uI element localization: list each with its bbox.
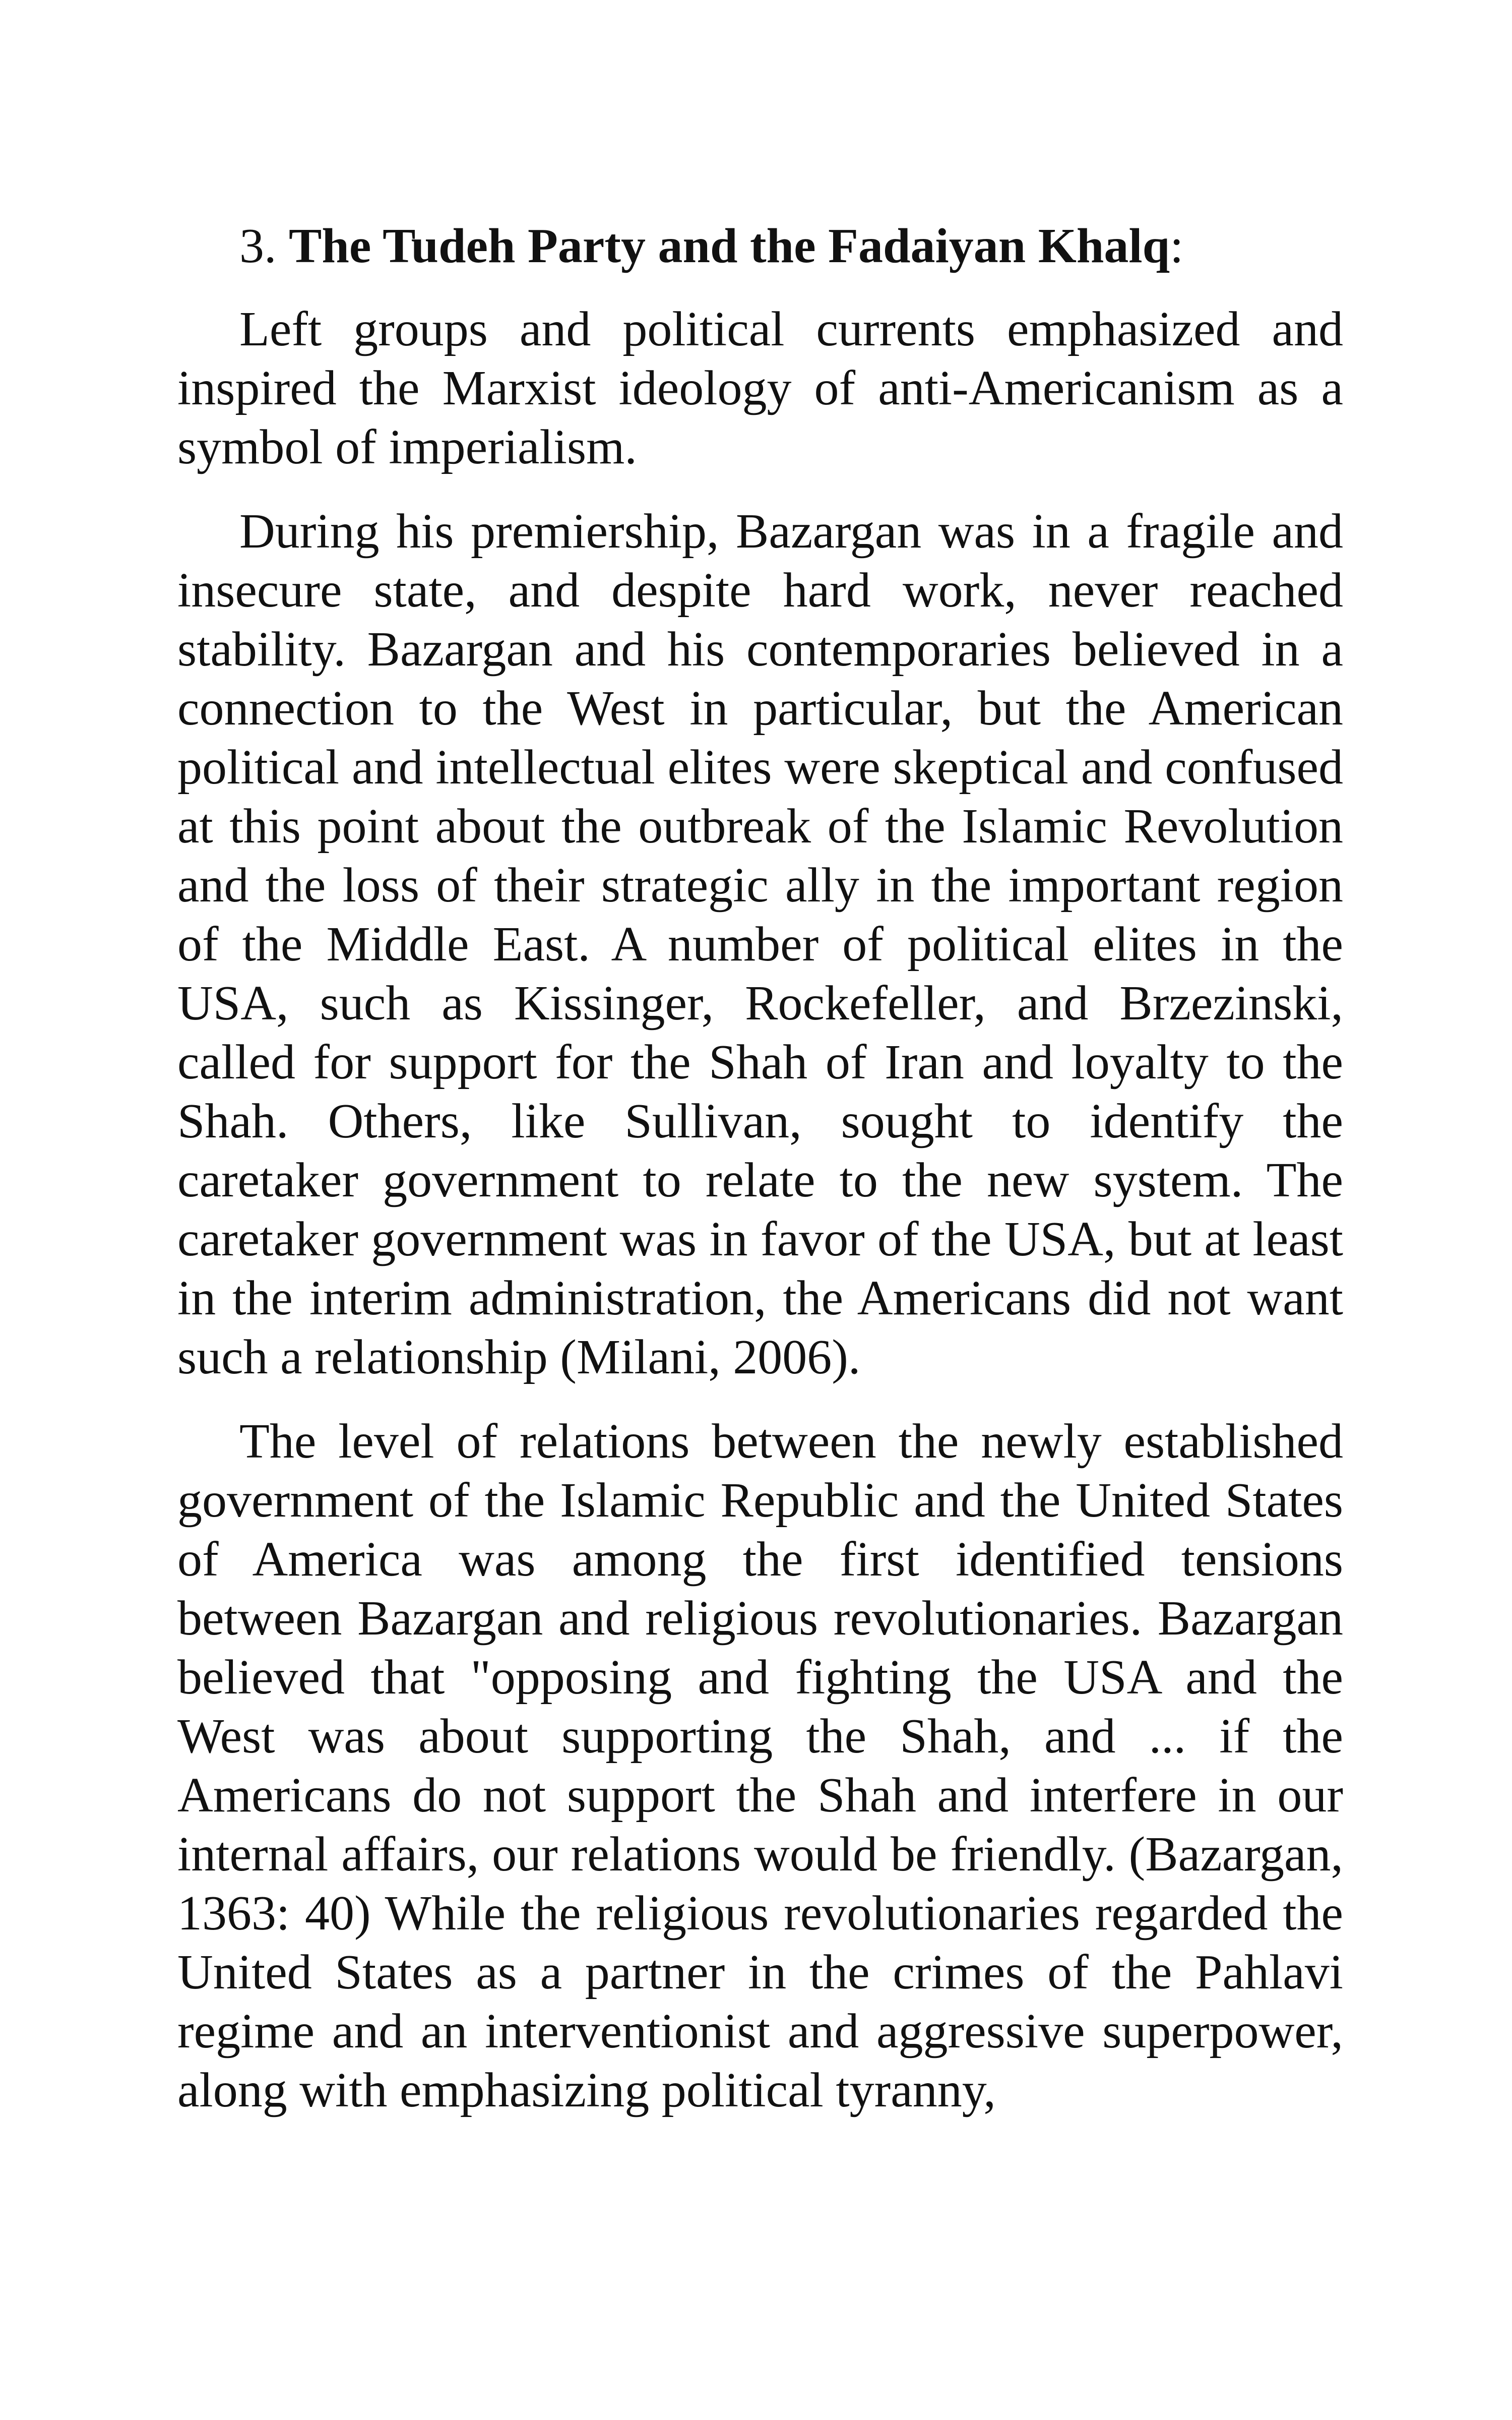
section-number: 3. bbox=[239, 219, 289, 273]
paragraph-left-groups: Left groups and political currents emphasized and inspired the Marxist ideology of anti-Americanism as a symbol of imperialism. bbox=[177, 302, 1343, 474]
section-heading bbox=[177, 217, 1343, 276]
document-page bbox=[177, 217, 1343, 2145]
section-title-suffix: : bbox=[1170, 219, 1184, 273]
paragraph-relations-level: The level of relations between the newly established government of the Islamic Republic and the United States of America was among the first identified tensions between Bazargan and religious revolutionaries. Bazargan believed that "opposing and fighting the USA and the West was about supporting the Shah, and ... if the Americans do not support the Shah and interfere in our internal affairs, our relations would be friendly. (Bazargan, 1363: 40) While the religious revolutionaries regarded the United States as a partner in the crimes of the Pahlavi regime and an interventionist and aggressive superpower, along with emphasizing political tyranny, bbox=[177, 1414, 1343, 2118]
section-title: The Tudeh Party and the Fadaiyan Khalq bbox=[289, 219, 1170, 273]
paragraph-bazargan-premiership: During his premiership, Bazargan was in a fragile and insecure state, and despite hard work, never reached stability. Bazargan and his contemporaries believed in a connection to the West in particular, but the American political and intellectual elites were skeptical and confused at this point about the outbreak of the Islamic Revolution and the loss of their strategic ally in the important region of the Middle East. A number of political elites in the USA, such as Kissinger, Rockefeller, and Brzezinski, called for support for the Shah of Iran and loyalty to the Shah. Others, like Sullivan, sought to identify the caretaker government to relate to the new system. The caretaker government was in favor of the USA, but at least in the interim administration, the Americans did not want such a relationship (Milani, 2006). bbox=[177, 504, 1343, 1384]
